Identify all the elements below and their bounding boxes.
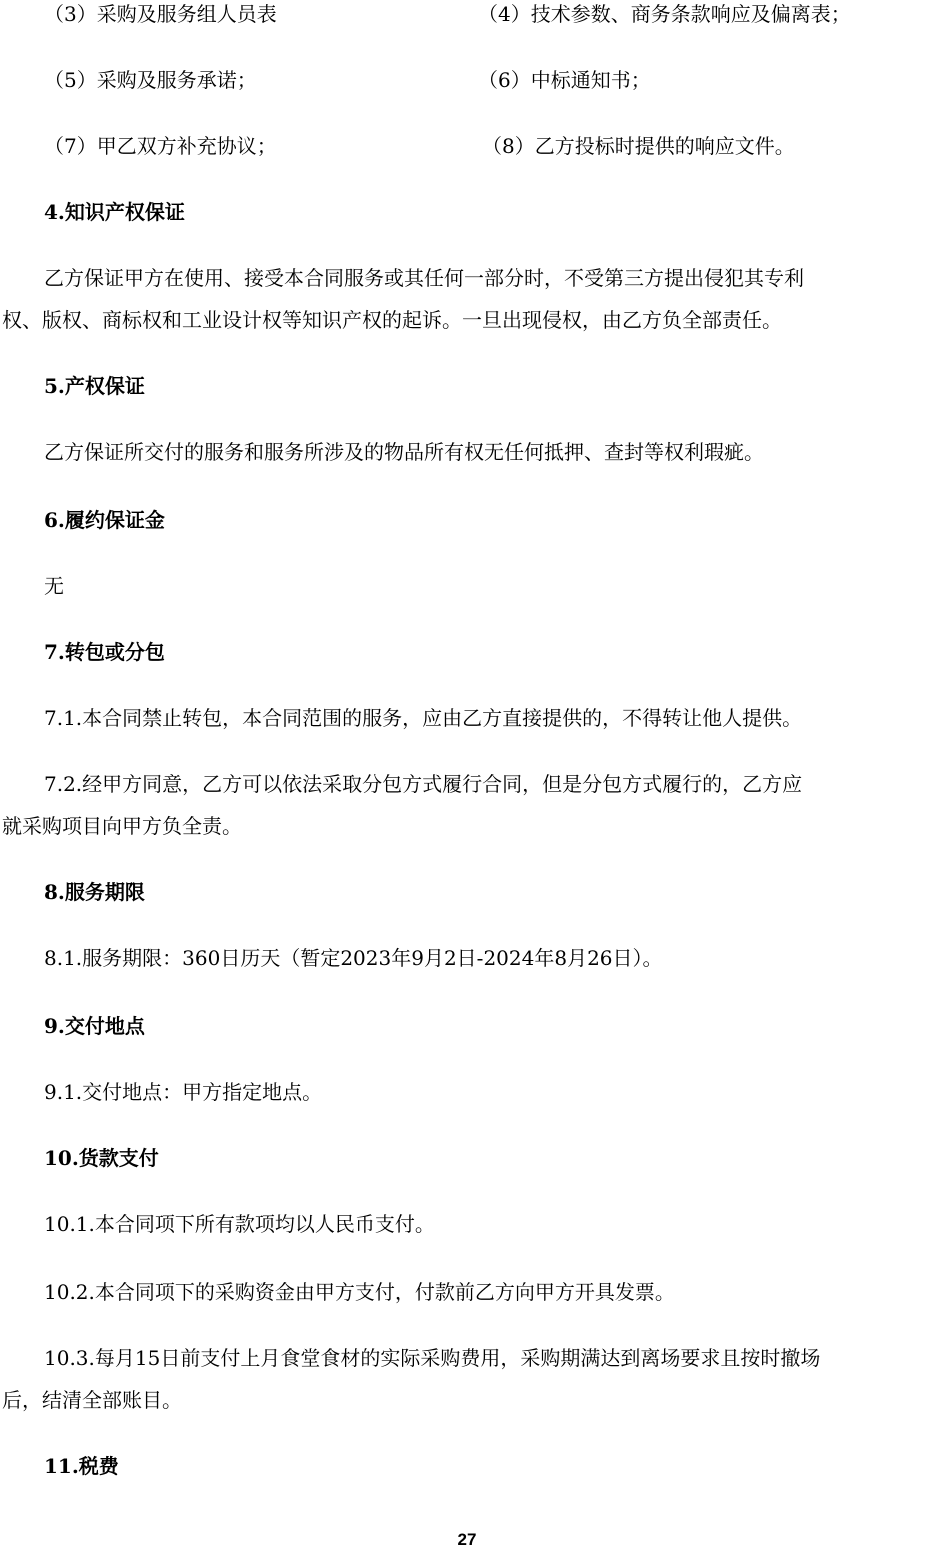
section-heading-subcontract: 7.转包或分包 [44, 640, 165, 664]
attachment-item-5: （5）采购及服务承诺； [44, 68, 257, 92]
section-heading-property-guarantee: 5.产权保证 [44, 374, 145, 398]
paragraph-line: 9.1.交付地点：甲方指定地点。 [44, 1080, 323, 1104]
attachment-item-7: （7）甲乙双方补充协议； [44, 134, 277, 158]
attachment-item-4: （4）技术参数、商务条款响应及偏离表； [478, 2, 851, 26]
attachment-item-6: （6）中标通知书； [478, 68, 651, 92]
paragraph-line: 权、版权、商标权和工业设计权等知识产权的起诉。一旦出现侵权，由乙方负全部责任。 [2, 308, 782, 332]
paragraph-line: 乙方保证甲方在使用、接受本合同服务或其任何一部分时，不受第三方提出侵犯其专利 [44, 266, 804, 290]
paragraph-line: 无 [44, 574, 64, 598]
paragraph-line: 10.2.本合同项下的采购资金由甲方支付，付款前乙方向甲方开具发票。 [44, 1280, 675, 1304]
paragraph-line: 乙方保证所交付的服务和服务所涉及的物品所有权无任何抵押、查封等权利瑕疵。 [44, 440, 764, 464]
paragraph-line: 7.2.经甲方同意，乙方可以依法采取分包方式履行合同，但是分包方式履行的，乙方应 [44, 772, 803, 796]
page-number: 27 [457, 1530, 477, 1549]
section-heading-taxes: 11.税费 [44, 1454, 119, 1478]
paragraph-line: 后，结清全部账目。 [2, 1388, 182, 1412]
section-heading-performance-bond: 6.履约保证金 [44, 508, 165, 532]
attachment-item-8: （8）乙方投标时提供的响应文件。 [482, 134, 795, 158]
section-heading-delivery-location: 9.交付地点 [44, 1014, 145, 1038]
paragraph-line: 8.1.服务期限：360日历天（暂定2023年9月2日-2024年8月26日）。 [44, 946, 663, 970]
section-heading-service-period: 8.服务期限 [44, 880, 145, 904]
paragraph-line: 7.1.本合同禁止转包，本合同范围的服务，应由乙方直接提供的，不得转让他人提供。 [44, 706, 803, 730]
paragraph-line: 就采购项目向甲方负全责。 [2, 814, 242, 838]
paragraph-line: 10.1.本合同项下所有款项均以人民币支付。 [44, 1212, 435, 1236]
paragraph-line: 10.3.每月15日前支付上月食堂食材的实际采购费用，采购期满达到离场要求且按时撤场 [44, 1346, 821, 1370]
section-heading-ip-guarantee: 4.知识产权保证 [44, 200, 185, 224]
section-heading-payment: 10.货款支付 [44, 1146, 159, 1170]
attachment-item-3: （3）采购及服务组人员表 [44, 2, 277, 26]
